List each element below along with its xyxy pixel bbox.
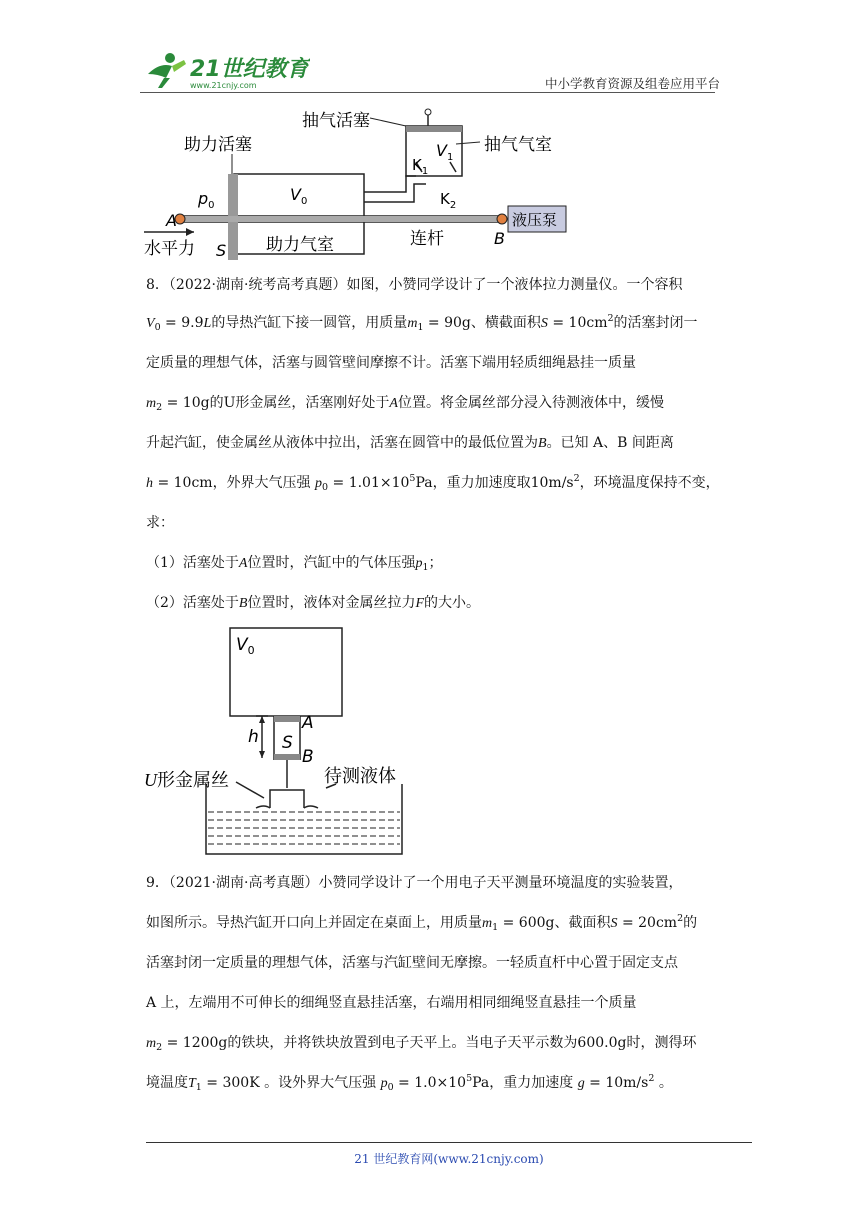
label-hydraulic-pump: 液压泵 [512, 211, 558, 229]
figure-liquid-tension [140, 622, 420, 862]
label-rod: 连杆 [410, 229, 444, 249]
label-s: S [282, 733, 293, 753]
label-s: S [216, 241, 227, 260]
label-pump-piston: 抽气活塞 [302, 111, 370, 131]
label-v0: $V_0$ [290, 185, 308, 207]
platform-name: 中小学教育资源及组卷应用平台 [544, 76, 720, 91]
q8-line1: 8．（2022·湖南·统考高考真题）如图，小赞同学设计了一个液体拉力测量仪。一个容积 [146, 277, 683, 293]
q9-line4: A 上，左端用不可伸长的细绳竖直悬挂活塞，右端用相同细绳竖直悬挂一个质量 [146, 995, 637, 1011]
q8-line3: 定质量的理想气体，活塞与圆管壁间摩擦不计。活塞下端用轻质细绳悬挂一质量 [146, 355, 636, 371]
label-b: B [494, 229, 505, 248]
footer-link[interactable]: 21 世纪教育网(www.21cnjy.com) [354, 1152, 544, 1166]
label-v0: $V_0$ [236, 635, 255, 657]
pump-handle-icon [425, 109, 431, 115]
label-k1: $K_1$ [412, 156, 429, 177]
label-a: A [302, 713, 314, 733]
logo-text: 21世纪教育 [190, 57, 309, 82]
q8-line7: 求： [146, 515, 174, 531]
q8-line6: h = 10cm，外界大气压强 $p_0 = 1.01\times 10^5Pa$，重力加速度取$10m/s^2$，环境温度保持不变， [146, 473, 720, 493]
q8-line4: $m_2 = 10g$的U形金属丝，活塞刚好处于A位置。将金属丝部分浸入待测液体中，缓慢 [146, 395, 664, 413]
q8-sub2: （2）活塞处于B位置时，液体对金属丝拉力F的大小。 [146, 595, 481, 611]
label-assist-piston: 助力活塞 [184, 135, 252, 155]
label-h: h [248, 727, 259, 747]
header-divider [140, 92, 715, 93]
q8-line2: $V_0 = 9.9L$的导热汽缸下接一圆管，用质量$m_1 = 90g$、横截面积$S = 10cm^2$的活塞封闭一 [146, 313, 698, 333]
label-horizontal-force: 水平力 [144, 239, 195, 259]
label-b: B [302, 747, 314, 767]
label-u-wire: U形金属丝 [144, 770, 229, 791]
piston-a [274, 716, 300, 722]
q9-line6: 境温度$T_1 = 300K$ 。设外界大气压强 $p_0 = 1.0\times 10^5Pa$，重力加速度 $g = 10m/s^2$ 。 [146, 1073, 673, 1093]
label-pump-chamber: 抽气气室 [484, 135, 552, 155]
footer-divider [146, 1142, 752, 1143]
endpoint-b-icon [497, 214, 507, 224]
label-liquid: 待测液体 [324, 766, 396, 787]
q9-line3: 活塞封闭一定质量的理想气体，活塞与汽缸壁间无摩擦。一轻质直杆中心置于固定支点 [146, 955, 678, 971]
q9-line5: $m_2 = 1200g$的铁块，并将铁块放置到电子天平上。当电子天平示数为600.0g时，测得环 [146, 1035, 697, 1053]
logo-url: www.21cnjy.com [190, 81, 257, 90]
runner-logo-icon [140, 44, 310, 94]
label-k2: $K_2$ [440, 190, 457, 211]
piston-b [274, 754, 300, 760]
q9-line1: 9．（2021·湖南·高考真题）小赞同学设计了一个用电子天平测量环境温度的实验装置， [146, 875, 683, 891]
figure-brake-booster [140, 104, 580, 264]
label-v1: $V_1$ [436, 141, 454, 163]
force-arrow-icon [186, 228, 194, 236]
header-logo [140, 44, 310, 94]
q8-sub1: （1）活塞处于A位置时，汽缸中的气体压强$p_1$； [146, 555, 443, 573]
label-a: A [166, 211, 177, 230]
q8-line5: 升起汽缸，使金属丝从液体中拉出，活塞在圆管中的最低位置为B。已知 A、B 间距离 [146, 435, 674, 451]
q9-line2: 如图所示。导热汽缸开口向上并固定在桌面上，用质量$m_1 = 600g$、截面积$S = 20cm^2$的 [146, 913, 698, 933]
label-p0: $p_0$ [198, 189, 215, 211]
label-assist-chamber: 助力气室 [266, 235, 334, 255]
pump-piston [406, 126, 462, 132]
